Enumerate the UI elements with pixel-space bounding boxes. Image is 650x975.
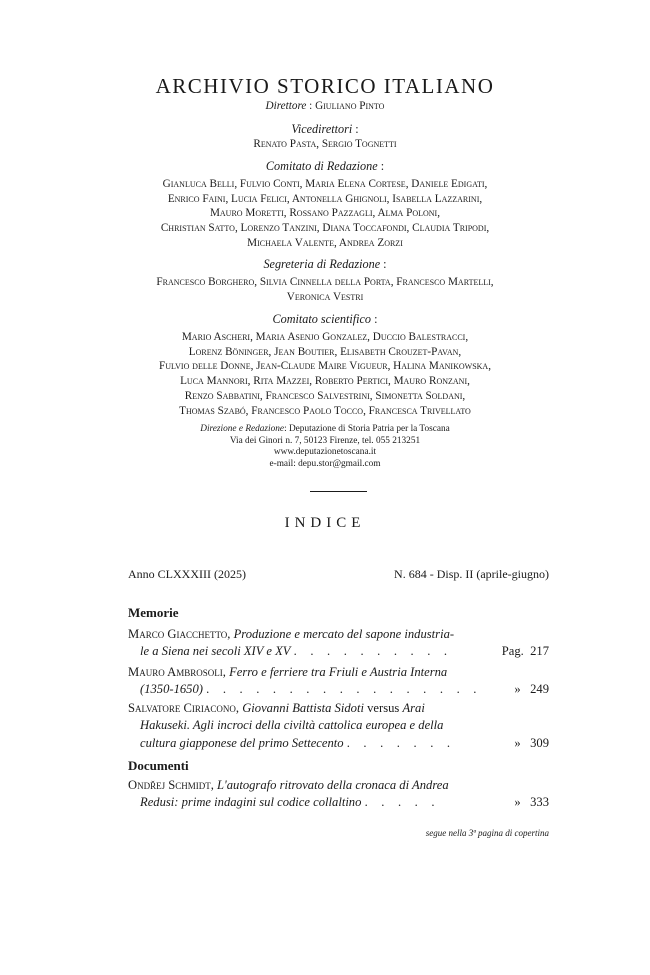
section-heading-documenti: Documenti: [128, 758, 189, 773]
toc-title-line: versus: [367, 701, 400, 715]
journal-title: ARCHIVIO STORICO ITALIANO: [155, 74, 495, 98]
toc-page: [489, 794, 549, 811]
toc-entry: [128, 626, 549, 661]
toc-title-line: Redusi: prime indagini sul codice collaltino: [140, 795, 362, 810]
toc-page-number: 333: [530, 795, 549, 810]
website-line: www.deputazionetoscana.it: [273, 447, 377, 458]
toc-page-number: 309: [530, 735, 549, 750]
toc-page: [489, 735, 549, 752]
toc-entry: [128, 777, 549, 812]
member-line: Luca Mannori, Rita Mazzei, Roberto Pertici, Mauro Ronzani,: [180, 375, 470, 388]
comitato-redazione-heading: [100, 158, 550, 174]
toc-leader: . . . . .: [364, 795, 440, 810]
issue-number: N. 684 - Disp. II (aprile-giugno): [394, 567, 549, 581]
member-line: Michaela Valente, Andrea Zorzi: [247, 236, 403, 249]
toc-title-line: cultura giapponese del primo Settecento: [140, 735, 344, 750]
member-line: Lorenz Böninger, Jean Boutier, Elisabeth Crouzet-Pavan,: [188, 345, 462, 358]
toc-leader: . . . . . . . . . .: [293, 644, 453, 659]
comitato-scientifico-members: [100, 330, 550, 418]
toc-title-line: Arai: [402, 701, 425, 715]
toc-entry-text: Mauro Ambrosoli, Ferro e ferriere tra Friuli e Austria Interna (1350-1650) . . . . . . . . . . . . . . . . .: [128, 665, 482, 697]
issue-year: Anno CLXXXIII (2025): [128, 567, 246, 581]
comitato-redazione-label: Comitato di Redazione: [265, 159, 378, 173]
member-line: Mauro Moretti, Rossano Pazzagli, Alma Poloni,: [209, 207, 441, 220]
toc-page: [489, 681, 549, 698]
toc-page-prefix: »: [514, 735, 521, 750]
segreteria-sep: :: [380, 257, 387, 271]
member-line: Francesco Borghero, Silvia Cinnella della Porta, Francesco Martelli,: [156, 276, 494, 288]
vicedirettori-label: Vicedirettori: [291, 122, 353, 136]
comitato-scientifico-label: Comitato scientifico: [272, 312, 372, 326]
member-line: Veronica Vestri: [286, 290, 364, 303]
toc-page-prefix: »: [514, 682, 521, 697]
toc-author: Salvatore Ciriacono: [128, 701, 236, 715]
direttore-line: [100, 99, 550, 114]
direzione-value: : Deputazione di Storia Patria per la Toscana: [284, 424, 450, 434]
toc-author: Ondřej Schmidt: [128, 778, 211, 792]
direttore-label: Direttore: [265, 100, 307, 112]
toc-page-number: 217: [530, 644, 549, 659]
toc-entry: [128, 664, 549, 699]
toc-author: Marco Giacchetto: [128, 627, 228, 641]
direttore-sep: :: [306, 100, 316, 112]
segreteria-label: Segreteria di Redazione: [263, 257, 381, 271]
segreteria-members: [80, 275, 570, 304]
toc-entry-text: Ondřej Schmidt, L'autografo ritrovato della cronaca di Andrea Redusi: prime indagini sul codice collaltino . . . . .: [128, 778, 449, 810]
direttore-name: Giuliano Pinto: [315, 100, 385, 112]
vicedirettori-names: Renato Pasta, Sergio Tognetti: [253, 138, 397, 150]
member-line: Enrico Faini, Lucia Felici, Antonella Ghignoli, Isabella Lazzarini,: [167, 192, 483, 205]
comitato-scientifico-sep: :: [371, 312, 378, 326]
member-line: Thomas Szabó, Francesco Paolo Tocco, Francesca Trivellato: [179, 404, 471, 417]
member-line: Renzo Sabbatini, Francesco Salvestrini, Simonetta Soldani,: [184, 389, 466, 402]
contacts-block: [100, 424, 550, 471]
toc-page-number: 249: [530, 682, 549, 697]
toc-title-line: Hakuseki. Agli incroci della civiltà cattolica europea e della: [140, 718, 444, 733]
toc-title-line: (1350-1650): [140, 682, 203, 697]
toc-entry-text: Marco Giacchetto, Produzione e mercato del sapone industria- le a Siena nei secoli XIV e XV . . . . . . . . . .: [128, 627, 455, 659]
member-line: Christian Satto, Lorenzo Tanzini, Diana Toccafondi, Claudia Tripodi,: [160, 222, 490, 235]
address-line: Via dei Ginori n. 7, 50123 Firenze, tel. 055 213251: [229, 435, 421, 446]
toc-title-line: Ferro e ferriere tra Friuli e Austria Interna: [229, 665, 448, 679]
member-line: Gianluca Belli, Fulvio Conti, Maria Elena Cortese, Daniele Edigati,: [162, 178, 488, 190]
comitato-scientifico-heading: [100, 311, 550, 327]
member-line: Fulvio delle Donne, Jean-Claude Maire Vigueur, Halina Manikowska,: [159, 360, 491, 373]
toc-title-line: Giovanni Battista Sidoti: [242, 701, 364, 715]
indice-title: INDICE: [284, 515, 366, 531]
email-line: e-mail: depu.stor@gmail.com: [269, 459, 381, 470]
member-line: Mario Ascheri, Maria Asenjo Gonzalez, Duccio Balestracci,: [181, 331, 469, 343]
divider-rule: [310, 491, 367, 492]
footer-note: segue nella 3ª pagina di copertina: [425, 828, 549, 838]
comitato-redazione-sep: :: [377, 159, 385, 173]
toc-page-prefix: »: [514, 795, 521, 810]
toc-author: Mauro Ambrosoli: [128, 665, 223, 679]
vicedirettori-sep: :: [352, 122, 359, 136]
toc-leader: . . . . . . . . . . . . . . . . .: [206, 682, 482, 697]
toc-entry: [128, 700, 549, 752]
toc-title-line: le a Siena nei secoli XIV e XV: [140, 644, 291, 659]
vicedirettori-heading: [100, 121, 550, 137]
direzione-label: Direzione e Redazione: [200, 424, 285, 434]
toc-leader: . . . . . . .: [346, 735, 456, 750]
toc-title-line: L'autografo ritrovato della cronaca di Andrea: [217, 778, 449, 792]
segreteria-heading: [100, 256, 550, 272]
toc-title-line: Produzione e mercato del sapone industria-: [233, 627, 455, 641]
section-heading-memorie: Memorie: [128, 605, 179, 620]
direzione-line: [100, 424, 550, 436]
toc-page-prefix: Pag.: [501, 644, 524, 659]
toc-entry-text: Salvatore Ciriacono, Giovanni Battista Sidoti versus Arai Hakuseki. Agli incroci della civiltà cattolica europea e della cultura giapponese del primo Settecento . . . . . . .: [128, 701, 456, 750]
toc-page: [489, 643, 549, 660]
comitato-redazione-members: [100, 177, 550, 251]
